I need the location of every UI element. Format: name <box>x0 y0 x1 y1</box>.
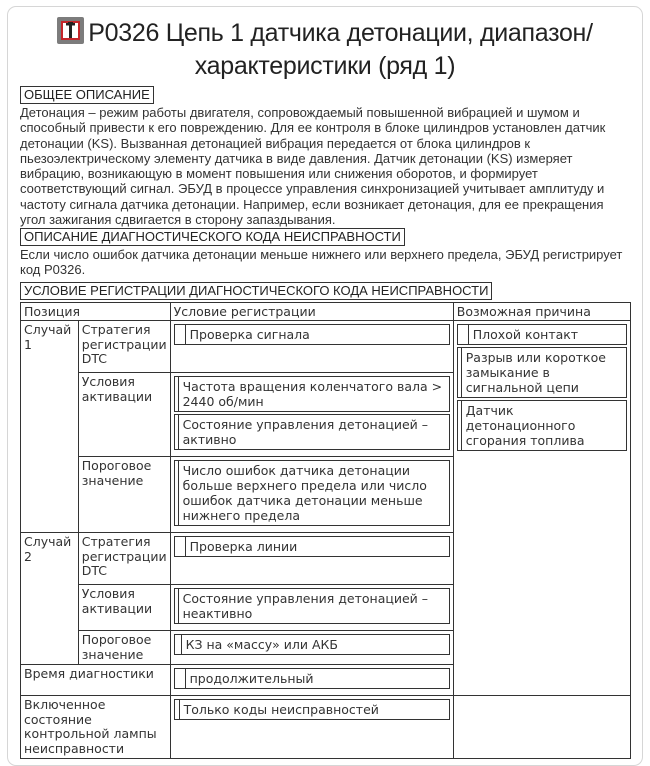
case-2-threshold-value: КЗ на «массу» или АКБ <box>185 637 338 652</box>
case-1-activation-label: Условия активации <box>78 373 170 457</box>
cause-item: Разрыв или короткое замыкание в сигнальной цепи <box>465 350 606 395</box>
condition-box <box>174 588 450 624</box>
cause-item: Датчик детонационного сгорания топлива <box>465 403 585 448</box>
diag-time-cell <box>170 665 453 696</box>
cause-box <box>457 324 627 345</box>
case-1-activation-value: Состояние управления детонацией – активно <box>182 417 429 447</box>
case-1-strategy-cell <box>170 321 453 373</box>
col-header-position: Позиция <box>21 303 171 321</box>
diag-time-label: Время диагностики <box>21 665 171 696</box>
case-2-threshold-label: Пороговое значение <box>78 631 170 665</box>
dtc-conditions-table <box>20 302 631 759</box>
condition-box <box>174 536 450 557</box>
dtc-description-text: Если число ошибок датчика детонации меньше нижнего или верхнего предела, ЭБУД регистрирует код P0326. <box>20 247 623 278</box>
col-header-condition: Условие регистрации <box>170 303 453 321</box>
section-dtc-description: ОПИСАНИЕ ДИАГНОСТИЧЕСКОГО КОДА НЕИСПРАВНОСТИ <box>20 228 405 246</box>
cause-box <box>457 400 627 451</box>
case-2-label: Случай 2 <box>21 533 79 665</box>
condition-box <box>174 668 450 689</box>
case-1-strategy-value: Проверка сигнала <box>189 327 310 342</box>
case-1-strategy-label: Стратегия регистрации DTC <box>78 321 170 373</box>
causes-cell <box>453 321 630 696</box>
general-description-text: Детонация – режим работы двигателя, сопровождаемый повышенной вибрацией и шумом и способный привести к его повреждению. Для ее контроля в блоке цилиндров установлен датчик детонации (KS). Вызванная детонацией вибрация передается от блока цилиндров к пьезоэлектрическому элементу датчика в виде давления. Датчик детонации (KS) измеряет вибрацию, возникающую в момент повышения или снижения оборотов, и формирует соответствующий сигнал. ЭБУД в процессе управления синхронизацией учитывает амплитуду и частоту сигнала датчика детонации. Например, если возникает детонация, для ее прекращения угол зажигания сдвигается в сторону запаздывания. <box>20 105 606 228</box>
title-line-1: P0326 Цепь 1 датчика детонации, диапазон/ <box>88 19 593 47</box>
page-title <box>20 17 630 83</box>
empty-cause-cell <box>453 696 630 759</box>
mil-value: Только коды неисправностей <box>183 702 379 717</box>
condition-box <box>174 699 450 720</box>
case-2-activation-cell <box>170 585 453 631</box>
dtc-warning-icon <box>57 17 84 44</box>
cause-item: Плохой контакт <box>472 327 579 342</box>
title-line-2: характеристики (ряд 1) <box>194 52 456 80</box>
condition-box <box>174 324 450 345</box>
mil-label: Включенное состояние контрольной лампы неисправности <box>21 696 171 759</box>
case-2-strategy-cell <box>170 533 453 585</box>
case-2-threshold-cell <box>170 631 453 665</box>
case-1-threshold-cell <box>170 457 453 533</box>
condition-box <box>174 460 450 526</box>
table-row <box>21 696 631 759</box>
case-2-strategy-label: Стратегия регистрации DTC <box>78 533 170 585</box>
case-2-activation-value: Состояние управления детонацией – неактивно <box>182 591 429 621</box>
diag-time-value: продолжительный <box>189 671 314 686</box>
condition-box <box>174 634 450 655</box>
table-row <box>21 321 631 373</box>
section-dtc-conditions: УСЛОВИЕ РЕГИСТРАЦИИ ДИАГНОСТИЧЕСКОГО КОДА НЕИСПРАВНОСТИ <box>20 282 492 300</box>
case-1-activation-value: Частота вращения коленчатого вала > 2440 об/мин <box>182 379 443 409</box>
col-header-cause: Возможная причина <box>453 303 630 321</box>
case-2-activation-label: Условия активации <box>78 585 170 631</box>
case-1-threshold-label: Пороговое значение <box>78 457 170 533</box>
condition-box <box>174 376 450 412</box>
case-1-label: Случай 1 <box>21 321 79 533</box>
cause-box <box>457 347 627 398</box>
case-1-threshold-value: Число ошибок датчика детонации больше верхнего предела или число ошибок датчика детонации меньше нижнего предела <box>182 463 427 523</box>
mil-cell <box>170 696 453 759</box>
case-2-strategy-value: Проверка линии <box>189 539 298 554</box>
table-header-row <box>21 303 631 321</box>
section-general-description: ОБЩЕЕ ОПИСАНИЕ <box>20 86 154 104</box>
case-1-activation-cell <box>170 373 453 457</box>
condition-box <box>174 414 450 450</box>
